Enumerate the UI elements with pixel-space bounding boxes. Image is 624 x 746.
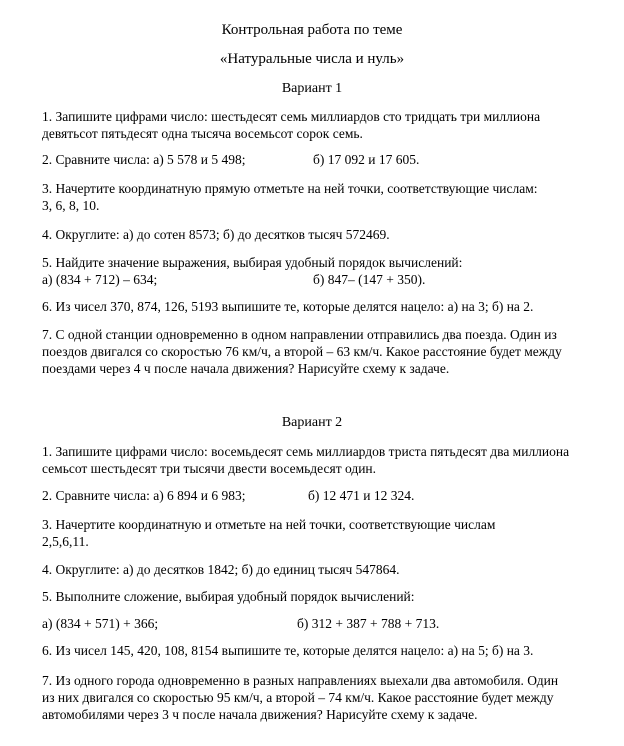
v1-task7-line1: 7. С одной станции одновременно в одном направлении отправились два поезда. Один из [42,327,557,342]
v2-task2-b: б) 12 471 и 12 324. [308,488,415,503]
v2-task1-line2: семьсот шестьдесят три тысячи двести восемьдесят один. [42,461,377,476]
v1-task3-line1: 3. Начертите координатную прямую отметьте на ней точки, соответствующие числам: [42,181,538,196]
page-title-line2: «Натуральные числа и нуль» [219,51,405,67]
v1-task4: 4. Округлите: а) до сотен 8573; б) до десятков тысяч 572469. [42,227,390,242]
v1-task5-b: б) 847– (147 + 350). [313,272,426,287]
v1-task6: 6. Из чисел 370, 874, 126, 5193 выпишите те, которые делятся нацело: а) на 3; б) на 2. [42,299,534,314]
v1-task1-line2: девятьсот пятьдесят одна тысяча восемьсот сорок семь. [42,126,363,141]
v2-task7-line2: из них двигался со скоростью 95 км/ч, а второй – 74 км/ч. Какое расстояние будет между [42,690,554,705]
v1-task7-line3: поездами через 4 ч после начала движения? Нарисуйте схему к задаче. [42,361,450,376]
v1-task3-line2: 3, 6, 8, 10. [42,198,100,213]
v1-task5-a: а) (834 + 712) – 634; [42,272,158,287]
page-title-line1: Контрольная работа по теме [221,22,403,38]
variant-1-heading: Вариант 1 [281,81,343,96]
v1-task5-line1: 5. Найдите значение выражения, выбирая удобный порядок вычислений: [42,255,463,270]
v1-task2-a: 2. Сравните числа: а) 5 578 и 5 498; [42,152,246,167]
v2-task2-a: 2. Сравните числа: а) 6 894 и 6 983; [42,488,246,503]
v2-task5-a: а) (834 + 571) + 366; [42,616,159,631]
v2-task3-line1: 3. Начертите координатную и отметьте на ней точки, соответствующие числам [42,517,496,532]
v2-task4: 4. Округлите: а) до десятков 1842; б) до единиц тысяч 547864. [42,562,400,577]
v2-task5-line1: 5. Выполните сложение, выбирая удобный порядок вычислений: [42,589,415,604]
v1-task7-line2: поездов двигался со скоростью 76 км/ч, а второй – 63 км/ч. Какое расстояние будет между [42,344,562,359]
v2-task3-line2: 2,5,6,11. [42,534,89,549]
v2-task6: 6. Из чисел 145, 420, 108, 8154 выпишите те, которые делятся нацело: а) на 5; б) на 3. [42,643,534,658]
v2-task5-b: б) 312 + 387 + 788 + 713. [297,616,440,631]
v2-task7-line3: автомобилями через 3 ч после начала движения? Нарисуйте схему к задаче. [42,707,478,722]
v1-task2-b: б) 17 092 и 17 605. [313,152,420,167]
v2-task1-line1: 1. Запишите цифрами число: восемьдесят семь миллиардов триста пятьдесят два миллиона [42,444,570,459]
v1-task1-line1: 1. Запишите цифрами число: шестьдесят семь миллиардов сто тридцать три миллиона [42,109,541,124]
variant-2-heading: Вариант 2 [281,415,343,430]
v2-task7-line1: 7. Из одного города одновременно в разных направлениях выехали два автомобиля. Один [42,673,559,688]
